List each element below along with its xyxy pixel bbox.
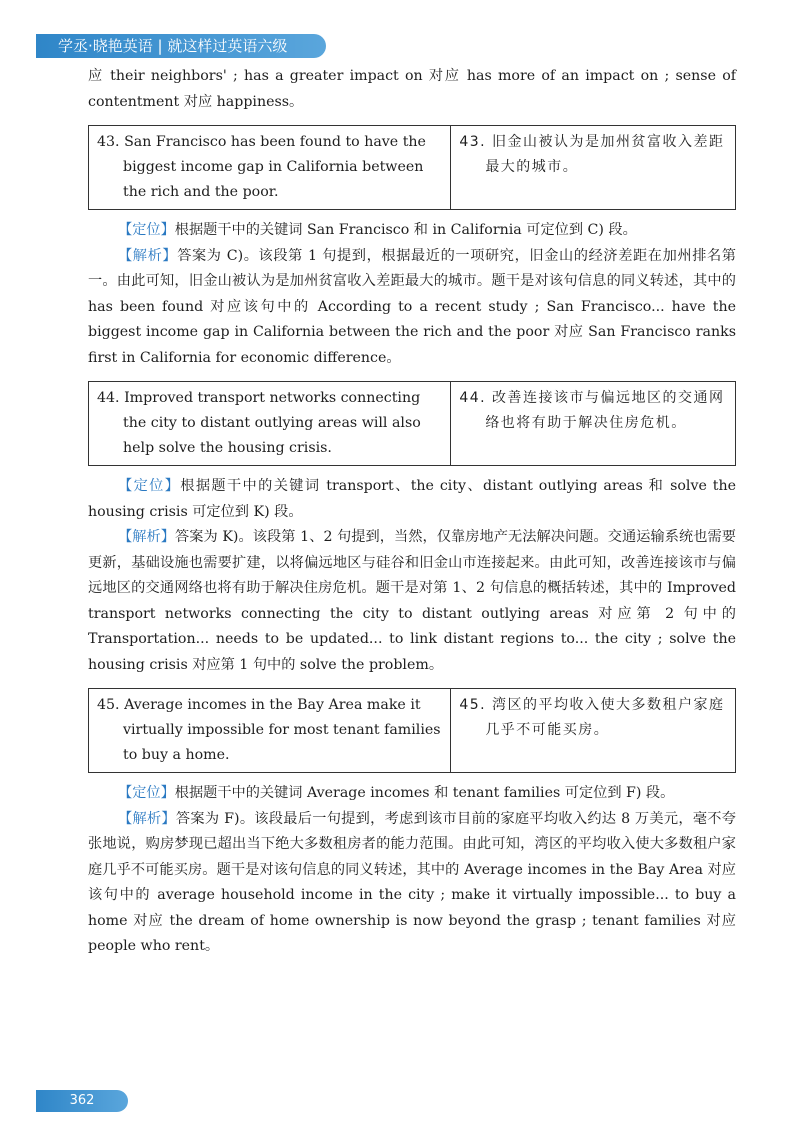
book-title: 学丞·晓艳英语 | 就这样过英语六级 bbox=[58, 37, 288, 55]
page-number-badge bbox=[36, 1090, 128, 1112]
question-english: 45. Average incomes in the Bay Area make it virtually impossible for most tenant families to buy a home. bbox=[89, 689, 451, 773]
analysis-tag: 【解析】 bbox=[118, 529, 176, 545]
locate-text: 根据题干中的关键词 San Francisco 和 in California 可定位到 C) 段。 bbox=[174, 222, 637, 238]
locate-paragraph bbox=[88, 781, 736, 807]
locate-tag: 【定位】 bbox=[118, 222, 175, 238]
locate-paragraph bbox=[88, 218, 736, 244]
analysis-text: 答案为 K)。该段第 1、2 句提到，当然，仅靠房地产无法解决问题。交通运输系统也需要更新，基础设施也需要扩建，以将偏远地区与硅谷和旧金山市连接起来。由此可知，改善连接该市与偏远地区的交通网络也将有助于解决住房危机。题干是对第 1、2 句信息的概括转述，其中的 Improved transport networks connecting the city to distant outlying areas 对应第 2 句中的 Transportation... needs to be updated... to link distant regions to... the city ; solve the housing crisis 对应第 1 句中的 solve the problem。 bbox=[88, 529, 736, 673]
question-chinese: 45. 湾区的平均收入使大多数租户家庭几乎不可能买房。 bbox=[451, 689, 736, 773]
analysis-text: 答案为 F)。该段最后一句提到，考虑到该市目前的家庭平均收入约达 8 万美元，毫不夸张地说，购房梦现已超出当下绝大多数租房者的能力范围。由此可知，湾区的平均收入使大多数租户家庭几乎不可能买房。题干是对该句信息的同义转述，其中的 Average incomes in the Bay Area 对应该句中的 average household income in the city ; make it virtually impossible... to buy a home 对应 the dream of home ownership is now beyond the grasp ; tenant families 对应 people who rent。 bbox=[88, 810, 736, 954]
book-header-banner bbox=[36, 34, 326, 58]
page-content bbox=[88, 64, 736, 960]
analysis-paragraph bbox=[88, 244, 736, 372]
question-english: 44. Improved transport networks connecting the city to distant outlying areas will also help solve the housing crisis. bbox=[89, 382, 451, 466]
locate-tag: 【定位】 bbox=[118, 478, 181, 494]
page-number: 362 bbox=[69, 1093, 95, 1108]
analysis-text: 答案为 C)。该段第 1 句提到，根据最近的一项研究，旧金山的经济差距在加州排名第一。由此可知，旧金山被认为是加州贫富收入差距最大的城市。题干是对该句信息的同义转述，其中的 has been found 对应该句中的 According to a recent study ; San Francisco... have the biggest income gap in California between the rich and the poor 对应 San Francisco ranks first in California for economic difference。 bbox=[88, 247, 736, 366]
question-english: 43. San Francisco has been found to have the biggest income gap in California between the rich and the poor. bbox=[89, 126, 451, 210]
question-chinese: 43. 旧金山被认为是加州贫富收入差距最大的城市。 bbox=[451, 126, 736, 210]
locate-text: 根据题干中的关键词 transport、the city、distant outlying areas 和 solve the housing crisis 可定位到 K) 段。 bbox=[88, 478, 736, 520]
analysis-paragraph bbox=[88, 525, 736, 678]
question-chinese: 44. 改善连接该市与偏远地区的交通网络也将有助于解决住房危机。 bbox=[451, 382, 736, 466]
locate-paragraph bbox=[88, 474, 736, 525]
analysis-tag: 【解析】 bbox=[118, 810, 176, 827]
question-table-43 bbox=[88, 125, 736, 210]
question-table-44 bbox=[88, 381, 736, 466]
locate-text: 根据题干中的关键词 Average incomes 和 tenant families 可定位到 F) 段。 bbox=[174, 785, 675, 801]
analysis-paragraph bbox=[88, 807, 736, 960]
question-table-45 bbox=[88, 688, 736, 773]
analysis-tag: 【解析】 bbox=[118, 247, 178, 264]
intro-paragraph: 应 their neighbors' ; has a greater impact on 对应 has more of an impact on ; sense of contentment 对应 happiness。 bbox=[88, 68, 736, 110]
locate-tag: 【定位】 bbox=[118, 785, 175, 801]
